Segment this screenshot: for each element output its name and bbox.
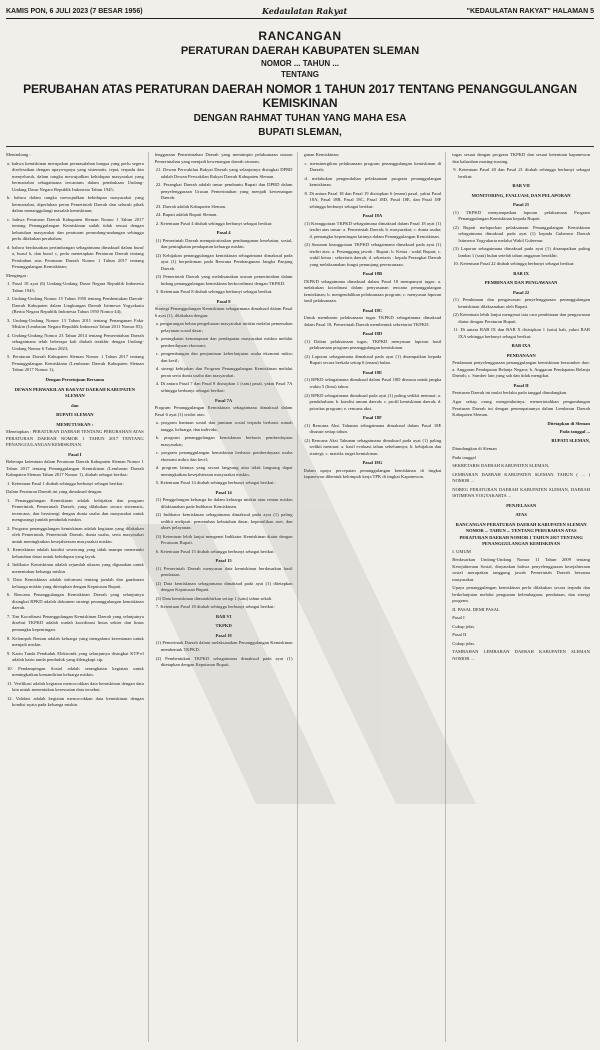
title-perda: PERATURAN DAERAH KABUPATEN SLEMAN xyxy=(180,45,420,57)
text-heading: Pasal II xyxy=(513,382,529,388)
text-block: a. pengurangan beban pengeluaran masyarakat miskin melalui pemenuhan pelayanan sosial dasar; xyxy=(155,321,293,333)
text-block: TAMBAHAN LEMBARAN DAERAH KABUPATEN SLEMAN NOMOR ... xyxy=(452,649,590,661)
text-block: 8. Kelompok Rentan adalah keluarga yang mengalami kerentanan untuk menjadi miskin. xyxy=(7,635,144,648)
title-block xyxy=(6,19,594,147)
title-rancangan: RANCANGAN xyxy=(258,29,342,43)
text-heading: Pasal 15 xyxy=(215,558,232,564)
text-heading: I. UMUM xyxy=(452,548,471,554)
text-block: (1) Pembinaan dan pengawasan penyelenggaraan penanggulangan kemiskinan dilaksanakan oleh Bupati. xyxy=(453,297,590,309)
text-block: 7. Ketentuan Pasal 18 diubah sehingga berbunyi sebagai berikut: xyxy=(155,604,275,610)
text-block: 21. Dewan Perwakilan Rakyat Daerah yang selanjutnya disingkat DPRD adalah Dewan Perwakilan Rakyat Daerah Kabupaten Sleman. xyxy=(155,167,293,179)
text-block: lenggaraan Pemerintahan Daerah yang memimpin pelaksanaan urusan Pemerintahan yang menjadi kewenangan daerah otonom. xyxy=(154,152,293,164)
text-block: 5. Ketentuan Pasal 14 diubah sehingga berbunyi sebagai berikut: xyxy=(155,480,275,486)
text-block: (1) Pemerintah Daerah menyusun data kemiskinan berdasarkan hasil pendataan. xyxy=(155,565,293,578)
text-heading: Pasal 18G xyxy=(362,460,383,466)
text-block: Diundangkan di Sleman xyxy=(452,446,497,452)
text-block: Mengingat : xyxy=(6,272,29,278)
body-columns xyxy=(6,152,594,1042)
signature-place: Ditetapkan di Sleman xyxy=(547,420,590,426)
text-block: 7. Tim Koordinasi Penanggulangan Kemiskinan Daerah yang selanjutnya disebut TKPKD adalah wadah koordinasi lintas sektor dan lintas pemangku kepentingan. xyxy=(7,613,144,632)
text-block: 5. Data Kemiskinan adalah informasi tentang jumlah dan gambaran keluarga miskin yang ditetapkan dengan Keputusan Bupati. xyxy=(7,577,144,589)
text-block: (1) Pemerintah Daerah dalam melaksanakan Penanggulangan Kemiskinan membentuk TKPKD. xyxy=(155,640,293,652)
text-heading: PENJELASAN xyxy=(506,502,537,508)
text-block: (1) Keanggotaan TKPKD sebagaimana dimaksud dalam Pasal 18 ayat (1) terdiri atas unsur: a. Pemerintah Daerah; b. masyarakat; c. dunia usaha; d. pemangku kepentingan lainnya dalam Penanggulangan Kemiskinan. xyxy=(304,220,442,239)
text-block: c. mensinergikan pelaksanaan program penanggulangan kemiskinan di Daerah; xyxy=(304,160,442,173)
text-block: (2) Pembentukan TKPKD sebagaimana dimaksud pada ayat (1) ditetapkan dengan Keputusan Bupati. xyxy=(155,655,293,668)
text-block: (1) RPKD sebagaimana dimaksud dalam Pasal 18D disusun untuk jangka waktu 5 (lima) tahun. xyxy=(304,377,442,389)
text-heading: Pasal 18D xyxy=(362,331,383,337)
text-block: (2) Kebijakan penanggulangan kemiskinan sebagaimana dimaksud pada ayat (1) berpedoman pada Rencana Pembangunan Jangka Panjang Daerah. xyxy=(155,252,293,271)
text-heading: DEWAN PERWAKILAN RAKYAT DAERAH KABUPATEN SLEMAN xyxy=(14,386,136,399)
column-2 xyxy=(155,152,298,1042)
text-block: c. bahwa Peraturan Daerah Kabupaten Sleman Nomor 1 Tahun 2017 tentang Penanggulangan Kemiskinan sudah tidak sesuai dengan kebutuhan masyarakat dan peraturan perundang-undangan sehingga perlu dilakukan perubahan; xyxy=(7,216,144,242)
text-block: (3) Pemerintah Daerah yang melaksanakan urusan pemerintahan dalam bidang penanggulangan kemiskinan berkoordinasi dengan TKPKD. xyxy=(155,274,293,286)
text-block: 6. Rencana Penanggulangan Kemiskinan Daerah yang selanjutnya disingkat RPKD adalah dokumen strategi penanggulangan kemiskinan daerah. xyxy=(7,592,144,611)
text-block: Agar setiap orang mengetahuinya, memerintahkan pengundangan Peraturan Daerah ini dengan penempatannya dalam Lembaran Daerah Kabupaten Sleman. xyxy=(452,398,590,418)
text-block: 9. Ketentuan Pasal 20 dan Pasal 21 diubah sehingga berbunyi sebagai berikut: xyxy=(453,167,590,179)
text-block: (2) Rencana Aksi Tahunan sebagaimana dimaksud pada ayat (1) paling sedikit memuat: a. hasil evaluasi tahun sebelumnya; b. kebijakan dan strategi; c. matriks target kemiskinan. xyxy=(304,437,442,456)
text-block: Menimbang : xyxy=(6,152,31,157)
text-block: Upaya penanggulangan kemiskinan perlu dilakukan secara terpadu dan berkelanjutan melalui penguatan kelembagaan, pendataan, dan sinergi program. xyxy=(452,585,590,604)
text-block: 9. Kartu Tanda Penduduk Elektronik yang selanjutnya disingkat KTP-el adalah kartu tanda penduduk yang dilengkapi cip. xyxy=(7,650,144,663)
text-heading: Pasal 18A xyxy=(362,213,383,219)
text-heading: TKPKD xyxy=(215,623,232,629)
text-block: d. melakukan pengendalian pelaksanaan program penanggulangan kemiskinan. xyxy=(304,175,442,188)
text-block: 12. Validasi adalah kegiatan mencocokkan data kemiskinan dengan kondisi nyata pada keluarga miskin. xyxy=(7,695,144,708)
text-block: ganan Kemiskinan; xyxy=(303,152,340,157)
text-block: Dalam upaya percepatan penanggulangan kemiskinan di tingkat kapanewon dibentuk kelompok kerja TPK di tingkat Kapanewon. xyxy=(303,467,442,480)
title-rahmat: DENGAN RAHMAT TUHAN YANG MAHA ESA xyxy=(193,113,407,124)
title-nomor: NOMOR ... TAHUN ... xyxy=(260,59,340,68)
text-block: Program Penanggulangan Kemiskinan sebagaimana dimaksud dalam Pasal 6 ayat (1) terdiri atas: xyxy=(154,405,293,417)
text-block: 5. Peraturan Daerah Kabupaten Sleman Nomor 1 Tahun 2017 tentang Penanggulangan Kemiskinan (Lembaran Daerah Kabupaten Sleman Tahun 2017 Nomor 1); xyxy=(7,354,144,373)
text-heading: MONITORING, EVALUASI, DAN PELAPORAN xyxy=(471,192,571,198)
text-block: (1) Pemerintah Daerah memprioritaskan pembangunan kesehatan, sosial, dan peningkatan pendapatan keluarga miskin. xyxy=(155,237,293,250)
text-block: b. program penanggulangan kemiskinan berbasis pemberdayaan masyarakat; xyxy=(155,435,293,447)
text-block: 22. Perangkat Daerah adalah unsur pembantu Bupati dan DPRD dalam penyelenggaraan Urusan Pemerintahan yang menjadi kewenangan Daerah. xyxy=(155,182,293,201)
text-heading: Dengan Persetujuan Bersama xyxy=(45,376,105,382)
masthead-logo: Kedaulatan Rakyat xyxy=(261,6,348,16)
edition-date: KAMIS PON, 6 JULI 2023 (7 BESAR 1956) xyxy=(6,7,143,15)
text-block: 24. Bupati adalah Bupati Sleman. xyxy=(155,212,218,218)
text-heading: BAB IX xyxy=(513,270,529,276)
text-block: d. bahwa berdasarkan pertimbangan sebagaimana dimaksud dalam huruf a, huruf b, dan huruf c, perlu menetapkan Peraturan Daerah tentang Perubahan atas Peraturan Daerah Nomor 1 Tahun 2017 tentang Penanggulangan Kemiskinan; xyxy=(7,244,144,270)
text-block: 1. Pasal 18 ayat (6) Undang-Undang Dasar Negara Republik Indonesia Tahun 1945; xyxy=(7,281,144,293)
text-heading: BAB VI xyxy=(215,613,232,619)
text-block: 4. Di antara Pasal 7 dan Pasal 8 disisipkan 1 (satu) pasal, yakni Pasal 7A sehingga berbunyi sebagai berikut: xyxy=(155,381,293,393)
text-block: 1. Ketentuan Pasal 1 diubah sehingga berbunyi sebagai berikut: xyxy=(7,480,124,486)
text-block: (2) RPKD sebagaimana dimaksud pada ayat (1) paling sedikit memuat: a. pendahuluan; b. kondisi umum daerah; c. profil kemiskinan daerah; d. prioritas program; e. rencana aksi. xyxy=(304,392,442,411)
text-heading: Pasal 18B xyxy=(362,271,383,277)
text-block: 3. Ketentuan Pasal 8 diubah sehingga berbunyi sebagai berikut: xyxy=(155,289,273,295)
signature-date: Pada tanggal ... xyxy=(559,429,590,435)
text-block: Cukup jelas. xyxy=(452,623,476,629)
text-heading: PENDANAAN xyxy=(506,352,536,358)
text-block: Menetapkan : PERATURAN DAERAH TENTANG PERUBAHAN ATAS PERATURAN DAERAH NOMOR 1 TAHUN 2017 TENTANG PENANGGULANGAN KEMISKINAN. xyxy=(6,429,144,448)
text-block: 10. Pendampingan Sosial adalah serangkaian kegiatan untuk meningkatkan kemandirian keluarga miskin. xyxy=(7,665,144,678)
text-block: tugas sesuai dengan program TKPKD dan sesuai ketentuan kapanewon dan kalurahan masing-masing. xyxy=(452,152,590,164)
text-block: Cukup jelas. xyxy=(452,640,476,646)
title-divider xyxy=(6,146,594,147)
text-block: Beberapa ketentuan dalam Peraturan Daerah Kabupaten Sleman Nomor 1 Tahun 2017 tentang Penanggulangan Kemiskinan (Lembaran Daerah Kabupaten Sleman Tahun 2017 Nomor 1), diubah sebagai berikut: xyxy=(6,459,144,478)
text-block: Pendanaan penyelenggaraan penanggulangan kemiskinan bersumber dari: a. Anggaran Pendapatan Belanja Negara; b. Anggaran Pendapatan Belanja Daerah; c. Sumber lain yang sah dan tidak mengikat. xyxy=(452,360,590,379)
text-block: (1) TKPKD menyampaikan laporan pelaksanaan Program Penanggulangan Kemiskinan kepada Bupati. xyxy=(453,209,590,222)
text-heading: ATAS xyxy=(515,512,527,518)
text-block: (2) Ketentuan lebih lanjut mengenai tata cara pembinaan dan pengawasan diatur dengan Peraturan Bupati. xyxy=(453,312,590,324)
newspaper-page xyxy=(6,4,594,1046)
text-heading: BUPATI SLEMAN xyxy=(56,412,94,418)
text-block: 6. Ketentuan Pasal 15 diubah sehingga berbunyi sebagai berikut: xyxy=(155,548,275,554)
page-number: "KEDAULATAN RAKYAT" HALAMAN 5 xyxy=(466,7,594,15)
text-heading: RANCANGAN PERATURAN DAERAH KABUPATEN SLEMAN NOMOR ... TAHUN ... TENTANG PERUBAHAN ATAS PERATURAN DAERAH NOMOR 1 TAHUN 2017 TENTANG PENANGGULANGAN KEMISKINAN xyxy=(455,521,587,547)
text-heading: Pasal 4 xyxy=(216,230,231,236)
text-block: (2) Indikator kemiskinan sebagaimana dimaksud pada ayat (1) paling sedikit meliputi: pemenuhan kebutuhan dasar, kepemilikan aset, dan akses pelayanan. xyxy=(155,512,293,531)
text-block: 2. Undang-Undang Nomor 15 Tahun 1950 tentang Pembentukan Daerah-Daerah Kabupaten dalam Lingkungan Daerah Istimewa Yogyakarta (Berita Negara Republik Indonesia Tahun 1950 Nomor 44); xyxy=(7,296,144,315)
column-4 xyxy=(452,152,594,1042)
title-subject: PERUBAHAN ATAS PERATURAN DAERAH NOMOR 1 TAHUN 2017 TENTANG PENANGGULANGAN KEMISKINAN xyxy=(23,82,577,110)
text-heading: Pasal 22 xyxy=(513,289,530,295)
text-block: c. pengembangan dan penjaminan keberlanjutan usaha ekonomi mikro dan kecil; xyxy=(155,351,293,363)
text-block: Untuk membantu pelaksanaan tugas TKPKD sebagaimana dimaksud dalam Pasal 18, Pemerintah Daerah membentuk sekretariat TKPKD. xyxy=(303,315,442,327)
text-block: (2) Data kemiskinan sebagaimana dimaksud pada ayat (1) ditetapkan dengan Keputusan Bupati. xyxy=(155,580,293,593)
signature-bupati: BUPATI SLEMAN, xyxy=(551,437,590,443)
text-block: 1. Penanggulangan Kemiskinan adalah kebijakan dan program Pemerintah, Pemerintah Daerah, yang dilakukan secara sistematis, terencana, dan bersinergi dengan dunia usaha dan masyarakat untuk mengurangi jumlah penduduk miskin. xyxy=(7,497,144,523)
text-heading: Pasal 18C xyxy=(362,307,383,313)
text-block: SEKRETARIS DAERAH KABUPATEN SLEMAN, xyxy=(452,463,550,469)
text-heading: Pasal 14 xyxy=(215,489,232,495)
text-block: d. program lainnya yang secara langsung atau tidak langsung dapat meningkatkan kesejahteraan masyarakat miskin. xyxy=(155,465,293,477)
text-block: LEMBARAN DAERAH KABUPATEN SLEMAN TAHUN ( ... ) NOMOR ... xyxy=(452,471,590,484)
text-block: c. program penanggulangan kemiskinan berbasis pemberdayaan usaha ekonomi mikro dan kecil; xyxy=(155,450,293,462)
text-block: Pasal II xyxy=(452,632,467,638)
text-block: NOREG PERATURAN DAERAH KABUPATEN SLEMAN, DAERAH ISTIMEWA YOGYAKARTA ... xyxy=(452,486,590,499)
column-3 xyxy=(304,152,447,1042)
text-block: b. bahwa dalam rangka mewujudkan kehidupan masyarakat yang bermartabat, diperlukan peran Pemerintah Daerah dan seluruh pihak dalam menanggulangi masalah kemiskinan; xyxy=(7,195,144,214)
text-block: (3) Ketentuan lebih lanjut mengenai Indikator Kemiskinan diatur dengan Peraturan Bupati. xyxy=(155,533,293,546)
text-block: (3) Data kemiskinan dimutakhirkan setiap 1 (satu) tahun sekali. xyxy=(155,595,273,601)
text-heading: PEMBINAAN DAN PENGAWASAN xyxy=(484,280,558,286)
text-heading: dan xyxy=(71,402,79,408)
text-block: (1) Penggolongan keluarga ke dalam keluarga miskin atau rentan miskin dilaksanakan pada Indikator Kemiskinan. xyxy=(155,497,293,509)
text-block: (2) Susunan keanggotaan TKPKD sebagaimana dimaksud pada ayat (1) terdiri atas: a. Penanggung jawab : Bupati; b. Ketua : wakil Bupati; c. wakil ketua : sekretaris daerah; d. sekretaris : kepala Perangkat Daerah yang melaksanakan fungsi penunjang perencanaan. xyxy=(304,242,442,267)
column-1 xyxy=(6,152,149,1042)
text-heading: Pasal 21 xyxy=(513,202,530,208)
text-block: (2) Bupati melaporkan pelaksanaan Penanggulangan Kemiskinan sebagaimana dimaksud pada ayat (1) kepada Gubernur Daerah Istimewa Yogyakarta melalui Wakil Gubernur. xyxy=(453,224,590,243)
text-block: 11. Di antara BAB IX dan BAB X disisipkan 1 (satu) bab, yakni BAB IXA sehingga berbunyi sebagai berikut: xyxy=(453,327,590,339)
text-block: 11. Verifikasi adalah kegiatan mencocokkan data kemiskinan dengan data lain untuk menentukan kesesuaian data tersebut. xyxy=(7,680,144,693)
text-heading: Pasal 8 xyxy=(216,298,231,304)
text-block: 10. Ketentuan Pasal 22 diubah sehingga berbunyi sebagai berikut: xyxy=(453,261,575,267)
text-heading: Pasal I xyxy=(68,451,82,457)
text-block: 4. Indikator Kemiskinan adalah sejumlah ukuran yang digunakan untuk menentukan keluarga miskin. xyxy=(7,562,144,574)
text-block: 3. Undang-Undang Nomor 13 Tahun 2011 tentang Penanganan Fakir Miskin (Lembaran Negara Republik Indonesia Tahun 2011 Nomor 83); xyxy=(7,317,144,330)
text-heading: BAB IXA xyxy=(511,343,531,349)
text-block: TKPKD sebagaimana dimaksud dalam Pasal 18 mempunyai tugas: a. melakukan koordinasi dalam penyusunan rencana penanggulangan kemiskinan; b. mengendalikan pelaksanaan program; c. menyusun laporan hasil pelaksanaan. xyxy=(303,278,442,304)
text-block: Peraturan Daerah ini mulai berlaku pada tanggal diundangkan. xyxy=(452,390,568,396)
title-tentang: TENTANG xyxy=(280,70,320,79)
text-heading: Pasal 7A xyxy=(215,397,233,403)
text-block: (2) Laporan sebagaimana dimaksud pada ayat (1) disampaikan kepada Bupati secara berkala setiap 6 (enam) bulan. xyxy=(304,353,442,366)
page-header xyxy=(6,4,594,19)
text-heading: Pasal 18F xyxy=(362,415,382,421)
text-block: (1) Dalam pelaksanaan tugas, TKPKD menyusun laporan hasil pelaksanaan program penanggulangan kemiskinan. xyxy=(304,338,442,351)
text-block: 2. Program penanggulangan kemiskinan adalah kegiatan yang dilakukan oleh Pemerintah, Pemerintah Daerah, dunia usaha, serta masyarakat untuk meningkatkan kesejahteraan masyarakat miskin. xyxy=(7,525,144,544)
title-bupati: BUPATI SLEMAN, xyxy=(258,127,342,138)
text-block: 8. Di antara Pasal 18 dan Pasal 19 disisipkan 6 (enam) pasal, yakni Pasal 18A, Pasal 18B, Pasal 18C, Pasal 18D, Pasal 18E, dan Pasal 18F sehingga berbunyi sebagai berikut: xyxy=(304,190,442,209)
text-block: a. program bantuan sosial dan jaminan sosial terpadu berbasis rumah tangga, keluarga, dan individu; xyxy=(155,420,293,432)
text-block: Strategi Penanggulangan Kemiskinan sebagaimana dimaksud dalam Pasal 6 ayat (1), dilakukan dengan: xyxy=(154,306,293,318)
text-heading: BAB VII xyxy=(512,183,530,189)
text-block: Dalam Peraturan Daerah ini yang dimaksud dengan: xyxy=(6,489,103,495)
text-block: 3. Kemiskinan adalah kondisi seseorang yang tidak mampu memenuhi kebutuhan dasar untuk kehidupan yang layak. xyxy=(7,547,144,559)
text-block: Berdasarkan Undang-Undang Nomor 11 Tahun 2009 tentang Kesejahteraan Sosial, dinyatakan bahwa penyelenggaraan kesejahteraan sosial merupakan tanggung jawab Pemerintah Daerah bersama masyarakat. xyxy=(452,557,590,582)
text-block: d. sinergi kebijakan dan Program Penanggulangan Kemiskinan melalui peran serta dunia usaha dan masyarakat. xyxy=(155,366,293,378)
text-heading: MEMUTUSKAN : xyxy=(56,421,94,427)
text-heading: II. PASAL DEMI PASAL xyxy=(452,606,500,612)
text-block: 2. Ketentuan Pasal 4 diubah sehingga berbunyi sebagai berikut: xyxy=(155,220,273,226)
text-heading: Pasal 18 xyxy=(215,632,232,638)
text-heading: Pasal 18E xyxy=(362,369,383,375)
text-block: Pada tanggal xyxy=(452,454,476,460)
text-block: (1) Rencana Aksi Tahunan sebagaimana dimaksud dalam Pasal 18E disusun setiap tahun. xyxy=(304,422,442,435)
text-block: 4. Undang-Undang Nomor 23 Tahun 2014 tentang Pemerintahan Daerah sebagaimana telah beberapa kali diubah terakhir dengan Undang-Undang Nomor 6 Tahun 2023; xyxy=(7,332,144,351)
text-block: (3) Laporan sebagaimana dimaksud pada ayat (1) disampaikan paling lambat 1 (satu) bulan setelah tahun anggaran berakhir. xyxy=(453,246,590,258)
text-block: b. peningkatan kemampuan dan pendapatan masyarakat miskin melalui pemberdayaan ekonomi; xyxy=(155,336,293,348)
text-block: Pasal I xyxy=(452,615,465,621)
text-block: 23. Daerah adalah Kabupaten Sleman. xyxy=(155,203,227,209)
text-block: a. bahwa kemiskinan merupakan permasalahan bangsa yang perlu segera diselesaikan dengan upaya-upaya yang sistematis, tepat, terpadu dan menyeluruh, dalam rangka mewujudkan kehidupan masyarakat yang bermartabat sebagaimana tercantum dalam pembukaan Undang-Undang Dasar Negara Republik Indonesia Tahun 1945; xyxy=(7,160,144,192)
